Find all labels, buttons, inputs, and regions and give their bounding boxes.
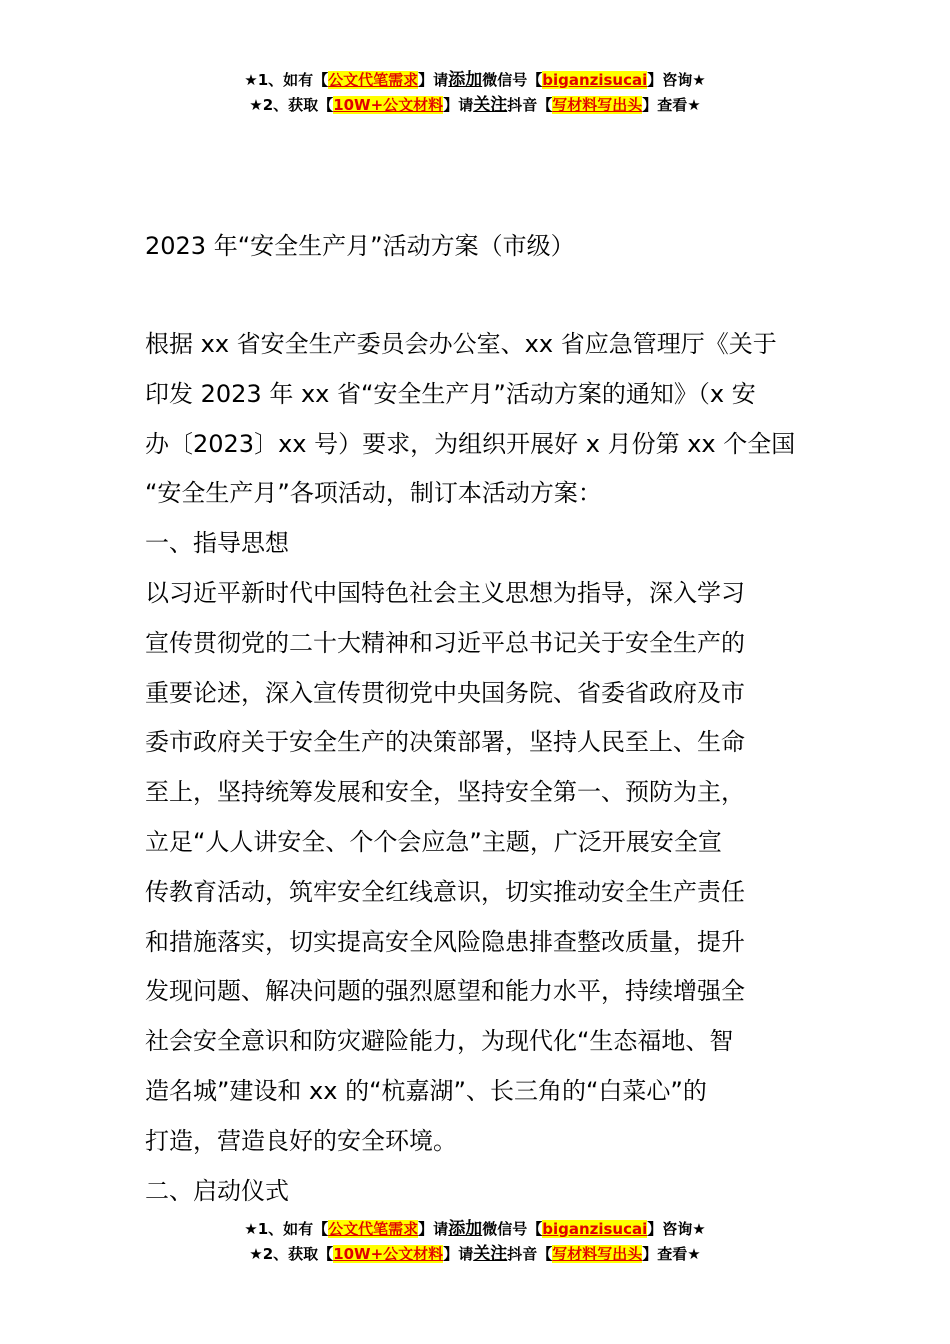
text: 】查看★ [642, 1245, 701, 1263]
text: 】请 [443, 1245, 474, 1263]
promo-line-1 [0, 68, 950, 93]
text: 抖音【 [507, 96, 553, 114]
text: 微信号【 [482, 1220, 543, 1238]
text: 】咨询★ [647, 71, 706, 89]
text-line: 打造，营造良好的安全环境。 [145, 1126, 457, 1155]
text-line: 社会安全意识和防灾避险能力，为现代化“生态福地、智 [145, 1027, 734, 1056]
text-line: 委市政府关于安全生产的决策部署，坚持人民至上、生命 [145, 728, 745, 757]
text-line: 立足“人人讲安全、个个会应急”主题，广泛开展安全宣 [145, 827, 722, 856]
text-line: 二、启动仪式 [145, 1176, 289, 1205]
wechat-id: biganzisucai [542, 1220, 648, 1238]
highlight: 10W+公文材料 [333, 1245, 444, 1263]
text: ★2、获取【 [249, 96, 334, 114]
text: 微信号【 [482, 71, 543, 89]
promo-line-2 [0, 93, 950, 118]
text-line: 以习近平新时代中国特色社会主义思想为指导，深入学习 [145, 578, 745, 607]
promo-banner-bottom [0, 1217, 950, 1267]
highlight: 公文代笔需求 [328, 1220, 419, 1238]
text: ★2、获取【 [249, 1245, 334, 1263]
text-line: 根据 xx 省安全生产委员会办公室、xx 省应急管理厅《关于 [145, 330, 777, 358]
text: 】咨询★ [647, 1220, 706, 1238]
text: ★1、如有【 [244, 71, 329, 89]
document-title: 2023 年“安全生产月”活动方案（市级） [145, 232, 575, 260]
text-line: 发现问题、解决问题的强烈愿望和能力水平，持续增强全 [145, 977, 745, 1006]
text: 】请 [443, 96, 474, 114]
text: 】请 [418, 71, 449, 89]
douyin-id: 写材料写出头 [552, 96, 643, 114]
promo-line-2 [0, 1242, 950, 1267]
highlight: 公文代笔需求 [328, 71, 419, 89]
underlined-text: 添加 [448, 1219, 483, 1239]
document-body [145, 320, 825, 1216]
text-line: 造名城”建设和 xx 的“杭嘉湖”、长三角的“白菜心”的 [145, 1076, 707, 1105]
underlined-text: 添加 [448, 70, 483, 90]
text: ★1、如有【 [244, 1220, 329, 1238]
text: 】请 [418, 1220, 449, 1238]
text-line: 宣传贯彻党的二十大精神和习近平总书记关于安全生产的 [145, 628, 745, 657]
text-line: 一、指导思想 [145, 529, 289, 558]
highlight: 10W+公文材料 [333, 96, 444, 114]
promo-banner-top [0, 68, 950, 118]
underlined-text: 关注 [473, 1244, 508, 1264]
text-line: 和措施落实，切实提高安全风险隐患排查整改质量，提升 [145, 927, 745, 956]
text-line: 印发 2023 年 xx 省“安全生产月”活动方案的通知》（x 安 [145, 379, 756, 408]
wechat-id: biganzisucai [542, 71, 648, 89]
text: 抖音【 [507, 1245, 553, 1263]
underlined-text: 关注 [473, 95, 508, 115]
text-line: “安全生产月”各项活动，制订本活动方案： [145, 479, 602, 508]
text: 】查看★ [642, 96, 701, 114]
text-line: 办〔2023〕xx 号）要求，为组织开展好 x 月份第 xx 个全国 [145, 429, 796, 458]
promo-line-1 [0, 1217, 950, 1242]
text-line: 传教育活动，筑牢安全红线意识，切实推动安全生产责任 [145, 877, 745, 906]
douyin-id: 写材料写出头 [552, 1245, 643, 1263]
text-line: 重要论述，深入宣传贯彻党中央国务院、省委省政府及市 [145, 678, 745, 707]
text-line: 至上，坚持统筹发展和安全，坚持安全第一、预防为主， [145, 778, 745, 807]
